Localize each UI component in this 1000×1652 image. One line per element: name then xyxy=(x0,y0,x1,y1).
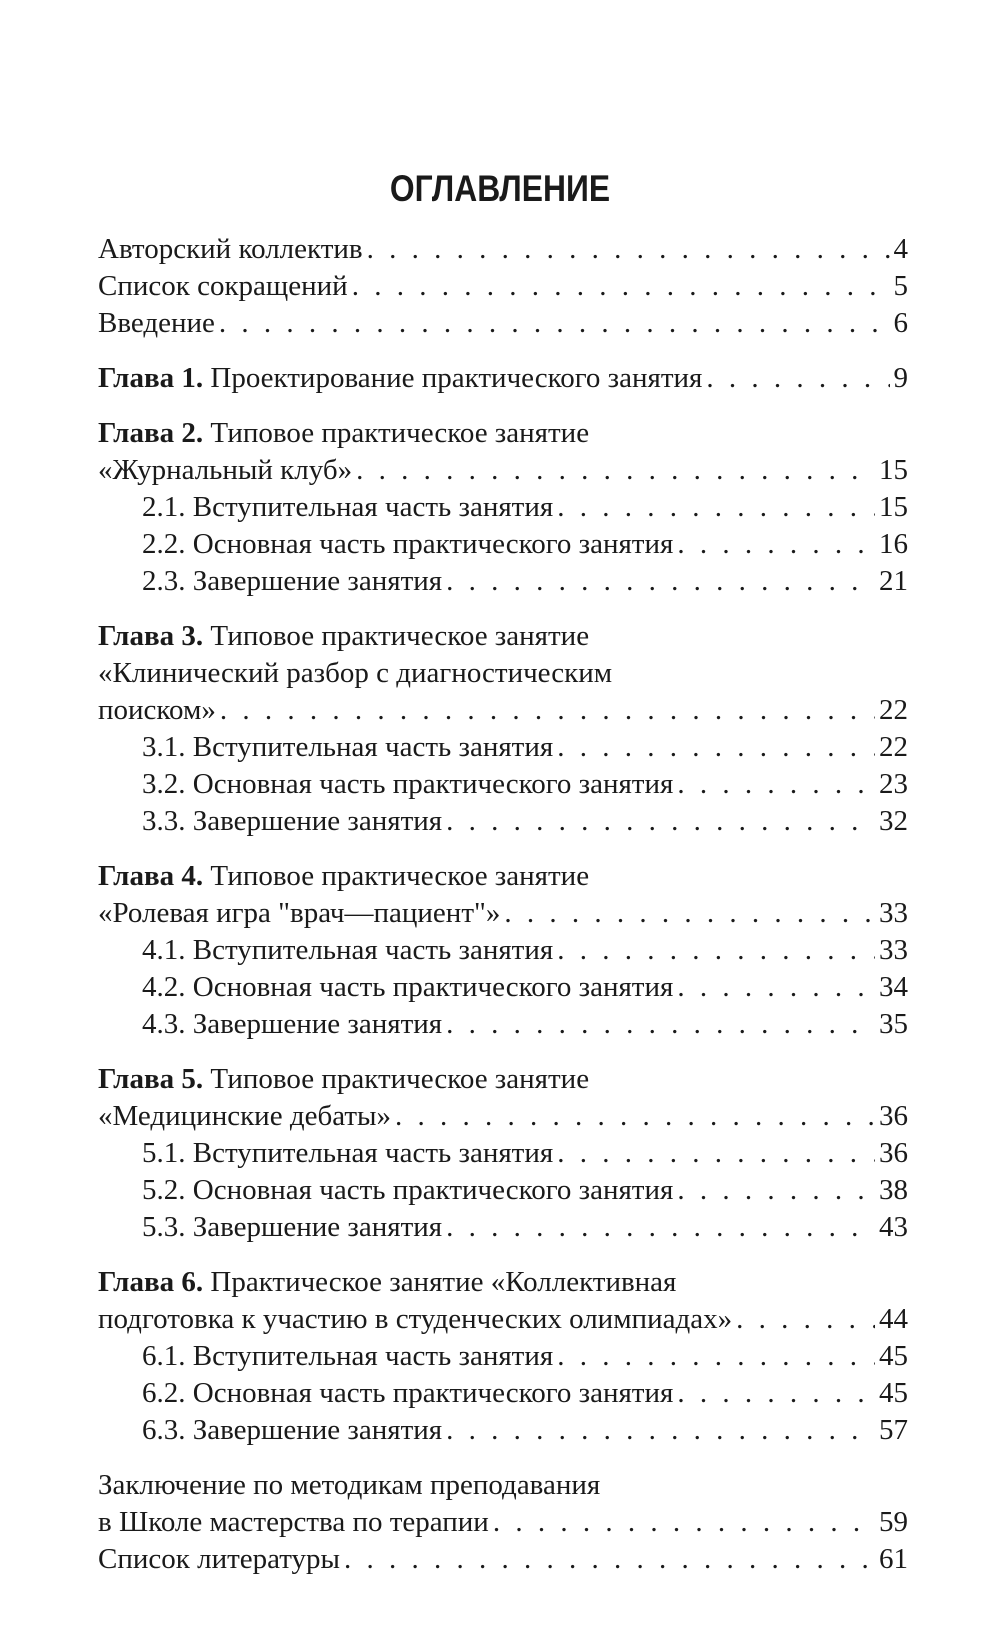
dot-leader xyxy=(367,231,890,268)
chapter-number: Глава 1. xyxy=(98,362,204,394)
dot-leader xyxy=(557,489,875,526)
toc-entry-conclusion[interactable] xyxy=(98,1504,908,1541)
entry-page: 38 xyxy=(879,1174,908,1206)
entry-label: Список литературы xyxy=(98,1543,341,1575)
toc-entry-section-2-2[interactable] xyxy=(98,526,908,563)
toc-entry-section-4-3[interactable] xyxy=(98,1006,908,1043)
chapter-title-line: «Клинический разбор с диагностическим xyxy=(98,657,613,689)
chapter-3-heading[interactable] xyxy=(98,618,908,655)
toc-entry-section-5-3[interactable] xyxy=(98,1209,908,1246)
entry-label: 3.1. Вступительная часть занятия xyxy=(142,731,554,763)
entry-label: 3.3. Завершение занятия xyxy=(142,805,443,837)
dot-leader xyxy=(557,1338,875,1375)
dot-leader xyxy=(557,1135,875,1172)
dot-leader xyxy=(677,1375,875,1412)
entry-page: 4 xyxy=(893,233,908,265)
chapter-4-heading[interactable] xyxy=(98,858,908,895)
chapter-number: Глава 2. xyxy=(98,417,204,449)
dot-leader xyxy=(504,895,875,932)
toc-entry-chapter-3[interactable] xyxy=(98,692,908,729)
entry-page: 36 xyxy=(879,1137,908,1169)
dot-leader xyxy=(677,526,875,563)
dot-leader xyxy=(446,1209,875,1246)
entry-label: Авторский коллектив xyxy=(98,233,363,265)
dot-leader xyxy=(557,729,875,766)
entry-label: 2.3. Завершение занятия xyxy=(142,565,443,597)
chapter-6-heading[interactable] xyxy=(98,1264,908,1301)
table-of-contents xyxy=(98,231,908,1578)
dot-leader xyxy=(356,452,875,489)
dot-leader xyxy=(677,1172,875,1209)
entry-label: 6.2. Основная часть практического занятия xyxy=(142,1377,674,1409)
chapter-title-line: «Медицинские дебаты» xyxy=(98,1100,391,1132)
toc-entry-introduction[interactable] xyxy=(98,305,908,342)
entry-label: 2.2. Основная часть практического занятия xyxy=(142,528,674,560)
toc-entry-section-3-1[interactable] xyxy=(98,729,908,766)
toc-entry-section-2-1[interactable] xyxy=(98,489,908,526)
entry-label xyxy=(98,415,589,452)
toc-entry-section-6-2[interactable] xyxy=(98,1375,908,1412)
entry-label: 5.2. Основная часть практического занятия xyxy=(142,1174,674,1206)
chapter-title-line: поиском» xyxy=(98,694,216,726)
chapter-title-line: «Журнальный клуб» xyxy=(98,454,353,486)
toc-entry-authors[interactable] xyxy=(98,231,908,268)
entry-page: 44 xyxy=(879,1303,908,1335)
chapter-2-heading[interactable] xyxy=(98,415,908,452)
dot-leader xyxy=(446,803,875,840)
entry-label: 5.3. Завершение занятия xyxy=(142,1211,443,1243)
chapter-number: Глава 6. xyxy=(98,1266,204,1298)
dot-leader xyxy=(677,969,875,1006)
dot-leader xyxy=(493,1504,875,1541)
entry-label xyxy=(98,618,589,655)
toc-entry-section-4-1[interactable] xyxy=(98,932,908,969)
chapter-title-line: подготовка к участию в студенческих олимпиадах» xyxy=(98,1303,733,1335)
entry-page: 6 xyxy=(893,307,908,339)
chapter-title-line: Типовое практическое занятие xyxy=(210,860,590,892)
chapter-number: Глава 3. xyxy=(98,620,204,652)
dot-leader xyxy=(677,766,875,803)
entry-page: 35 xyxy=(879,1008,908,1040)
entry-label: Введение xyxy=(98,307,215,339)
entry-page: 15 xyxy=(879,491,908,523)
dot-leader xyxy=(395,1098,875,1135)
dot-leader xyxy=(446,1006,875,1043)
toc-entry-section-6-3[interactable] xyxy=(98,1412,908,1449)
entry-page: 21 xyxy=(879,565,908,597)
dot-leader xyxy=(220,692,875,729)
toc-entry-section-3-2[interactable] xyxy=(98,766,908,803)
toc-entry-section-3-3[interactable] xyxy=(98,803,908,840)
toc-entry-section-4-2[interactable] xyxy=(98,969,908,1006)
conclusion-heading[interactable] xyxy=(98,1467,908,1504)
dot-leader xyxy=(344,1541,875,1578)
entry-page: 33 xyxy=(879,934,908,966)
toc-entry-section-2-3[interactable] xyxy=(98,563,908,600)
entry-label xyxy=(98,360,702,397)
toc-entry-section-5-2[interactable] xyxy=(98,1172,908,1209)
chapter-title-line: Практическое занятие «Коллективная xyxy=(210,1266,677,1298)
chapter-title-line: Типовое практическое занятие xyxy=(210,417,590,449)
chapter-title: Проектирование практического занятия xyxy=(210,362,703,394)
entry-page: 9 xyxy=(893,362,908,394)
toc-entry-chapter-4[interactable] xyxy=(98,895,908,932)
entry-page: 23 xyxy=(879,768,908,800)
entry-page: 22 xyxy=(879,731,908,763)
toc-entry-abbreviations[interactable] xyxy=(98,268,908,305)
entry-label xyxy=(98,858,589,895)
dot-leader xyxy=(446,563,875,600)
toc-entry-references[interactable] xyxy=(98,1541,908,1578)
dot-leader xyxy=(352,268,890,305)
chapter-title-line: «Ролевая игра "врач—пациент"» xyxy=(98,897,501,929)
page-title: ОГЛАВЛЕНИЕ xyxy=(389,168,611,209)
entry-label: 6.1. Вступительная часть занятия xyxy=(142,1340,554,1372)
entry-page: 59 xyxy=(879,1506,908,1538)
toc-entry-section-5-1[interactable] xyxy=(98,1135,908,1172)
entry-label xyxy=(98,1061,589,1098)
entry-page: 32 xyxy=(879,805,908,837)
entry-label: 3.2. Основная часть практического занятия xyxy=(142,768,674,800)
entry-page: 33 xyxy=(879,897,908,929)
entry-label: в Школе мастерства по терапии xyxy=(98,1506,489,1538)
entry-page: 22 xyxy=(879,694,908,726)
toc-entry-chapter-5[interactable] xyxy=(98,1098,908,1135)
entry-page: 57 xyxy=(879,1414,908,1446)
entry-page: 43 xyxy=(879,1211,908,1243)
dot-leader xyxy=(446,1412,875,1449)
entry-label: 2.1. Вступительная часть занятия xyxy=(142,491,554,523)
dot-leader xyxy=(706,360,889,397)
entry-page: 16 xyxy=(879,528,908,560)
dot-leader xyxy=(736,1301,875,1338)
entry-page: 15 xyxy=(879,454,908,486)
chapter-title-line: Типовое практическое занятие xyxy=(210,620,590,652)
toc-entry-chapter-2[interactable] xyxy=(98,452,908,489)
entry-label: 5.1. Вступительная часть занятия xyxy=(142,1137,554,1169)
entry-label xyxy=(98,1264,676,1301)
entry-label: 4.1. Вступительная часть занятия xyxy=(142,934,554,966)
entry-label: Заключение по методикам преподавания xyxy=(98,1469,601,1501)
entry-label: 4.2. Основная часть практического занятия xyxy=(142,971,674,1003)
entry-label: 6.3. Завершение занятия xyxy=(142,1414,443,1446)
entry-page: 45 xyxy=(879,1340,908,1372)
entry-page: 61 xyxy=(879,1543,908,1575)
chapter-title-line: Типовое практическое занятие xyxy=(210,1063,590,1095)
dot-leader xyxy=(219,305,890,342)
entry-page: 5 xyxy=(893,270,908,302)
chapter-5-heading[interactable] xyxy=(98,1061,908,1098)
chapter-3-title-line-2[interactable] xyxy=(98,655,908,692)
toc-entry-section-6-1[interactable] xyxy=(98,1338,908,1375)
entry-page: 34 xyxy=(879,971,908,1003)
toc-entry-chapter-6[interactable] xyxy=(98,1301,908,1338)
entry-page: 45 xyxy=(879,1377,908,1409)
entry-page: 36 xyxy=(879,1100,908,1132)
chapter-number: Глава 4. xyxy=(98,860,204,892)
toc-entry-chapter-1[interactable] xyxy=(98,360,908,397)
dot-leader xyxy=(557,932,875,969)
entry-label: 4.3. Завершение занятия xyxy=(142,1008,443,1040)
chapter-number: Глава 5. xyxy=(98,1063,204,1095)
entry-label: Список сокращений xyxy=(98,270,348,302)
